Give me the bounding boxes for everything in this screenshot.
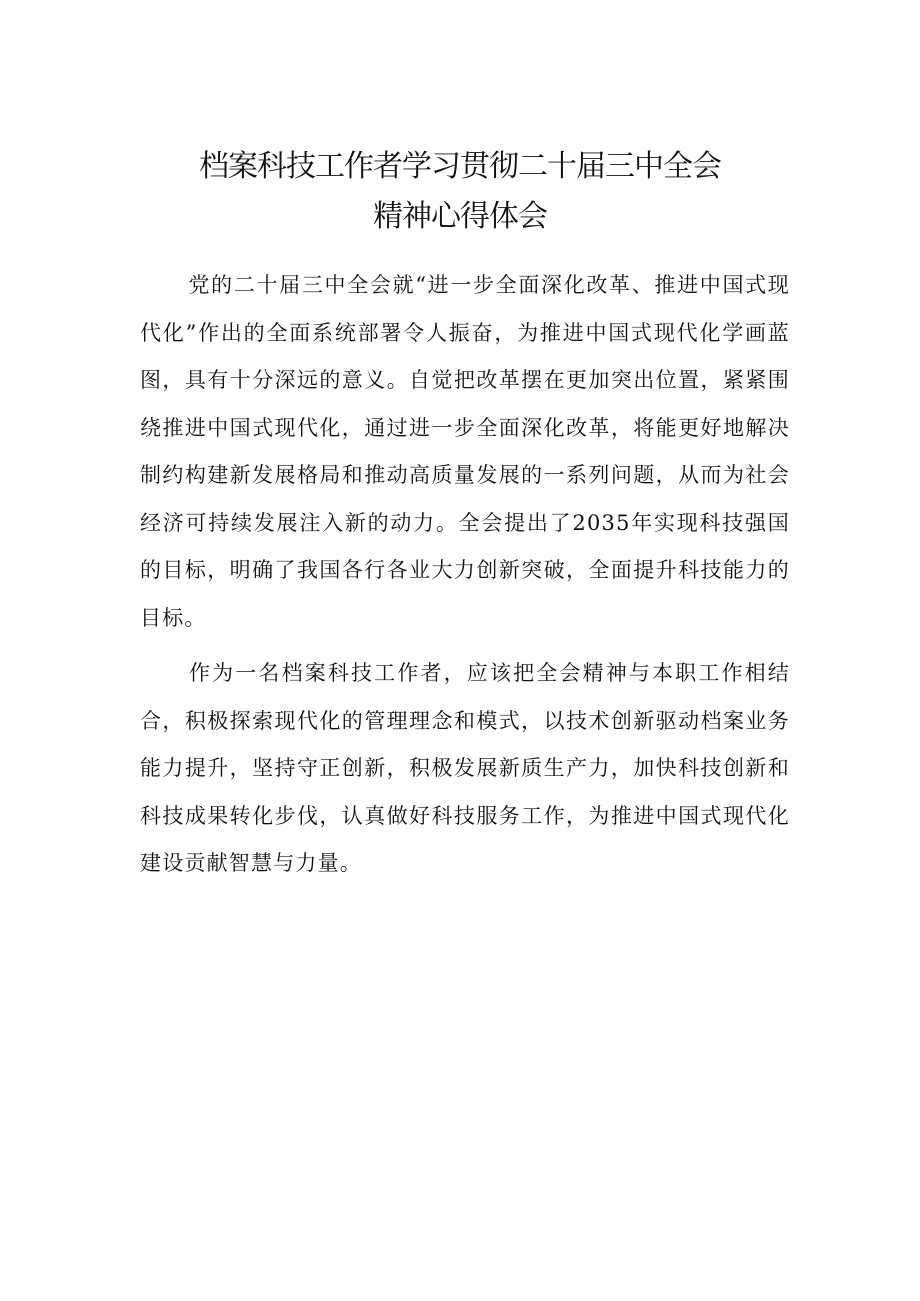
paragraph-1-text: 党的二十届三中全会就“进一步全面深化改革、推进中国式现代化”作出的全面系统部署令人振奋，为推进中国式现代化学画蓝图，具有十分深远的意义。自觉把改革摆在更加突出位置，紧紧围绕推进中国式现代化，通过进一步全面深化改革，将能更好地解决制约构建新发展格局和推动高质量发展的一系列问题，从而为社会经济可持续发展注入新的动力。全会提出了2035年实现科技强国的目标，明确了我国各行各业大力创新突破，全面提升科技能力的目标。 — [140, 273, 790, 630]
document-title-line-2: 精神心得体会 — [373, 199, 547, 234]
body-paragraph-2 — [140, 650, 790, 888]
body-paragraph-1 — [140, 262, 790, 642]
paragraph-2-text: 作为一名档案科技工作者，应该把全会精神与本职工作相结合，积极探索现代化的管理理念和模式，以技术创新驱动档案业务能力提升，坚持守正创新，积极发展新质生产力，加快科技创新和科技成果转化步伐，认真做好科技服务工作，为推进中国式现代化建设贡献智慧与力量。 — [140, 661, 790, 875]
document-title-line-1: 档案科技工作者学习贯彻二十届三中全会 — [199, 149, 721, 184]
